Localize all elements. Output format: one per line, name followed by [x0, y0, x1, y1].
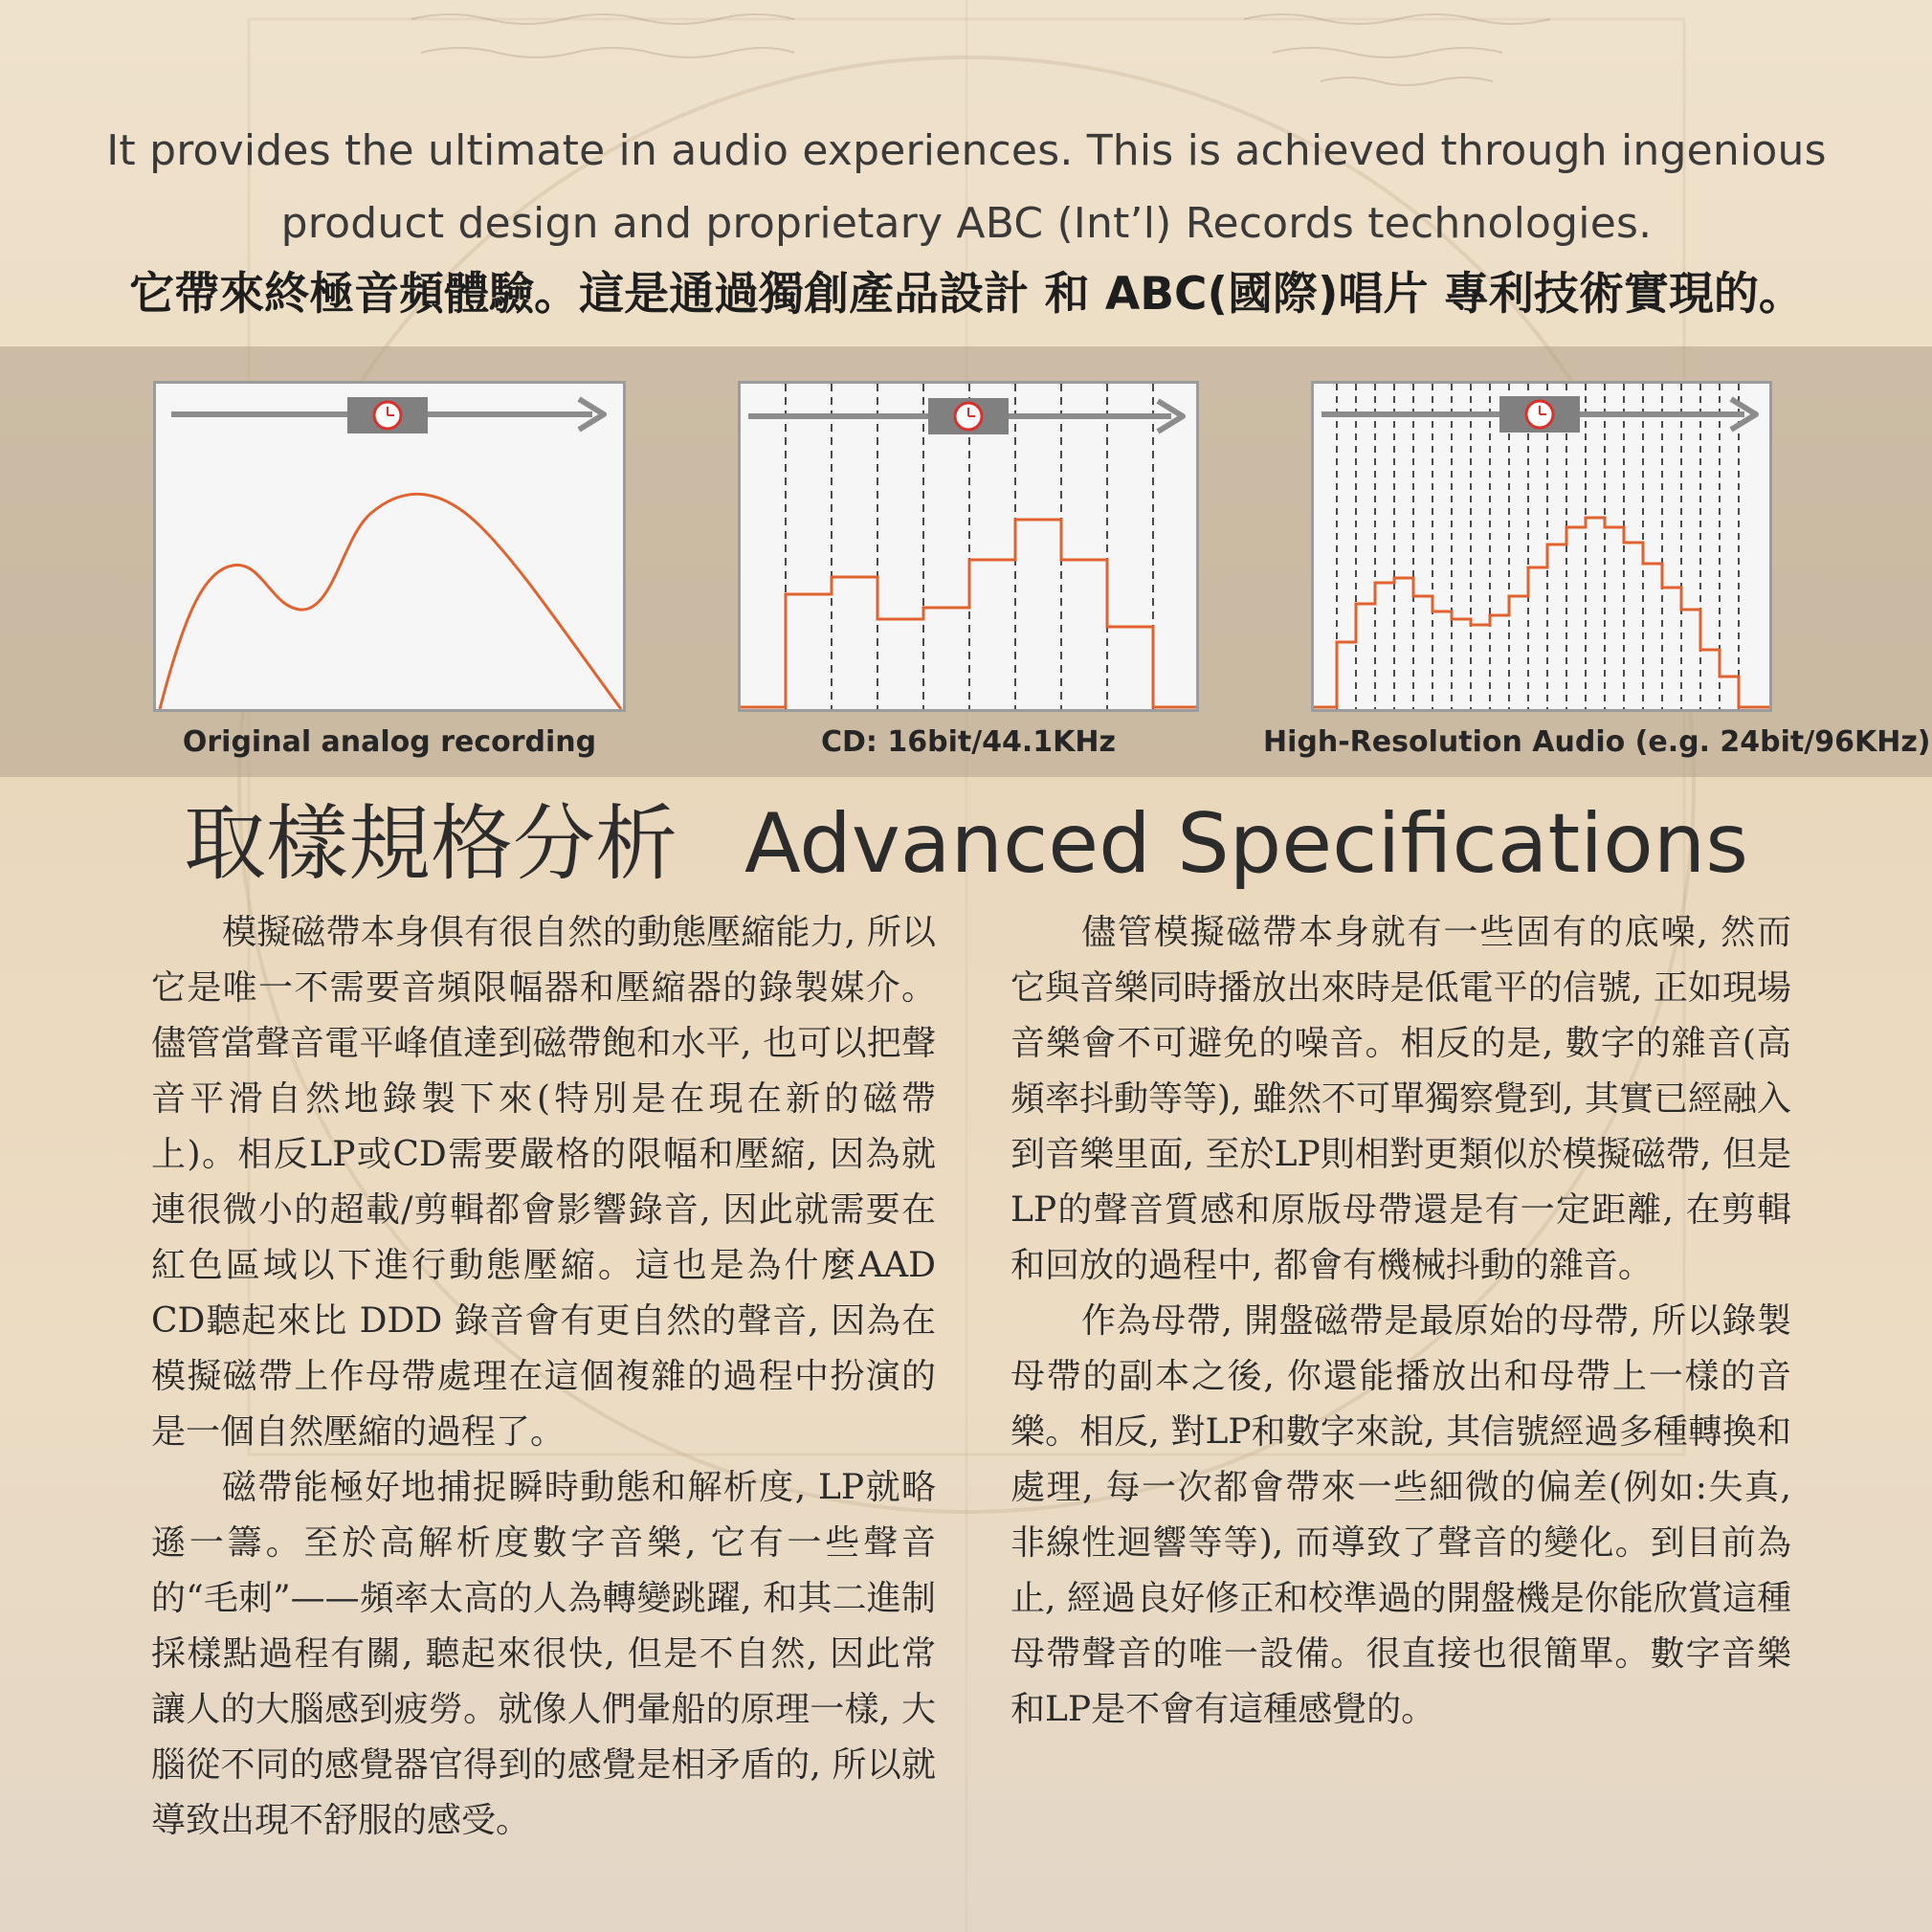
diagram-cd: [738, 381, 1199, 712]
section-title-en: Advanced Specifications: [744, 796, 1749, 892]
intro-chinese: 它帶來終極音頻體驗。這是通過獨創產品設計 和 ABC(國際)唱片 專利技術實現的。: [129, 268, 1804, 321]
body-right-column: [1010, 905, 1791, 1738]
analog-waveform: [160, 494, 621, 709]
caption-cd: CD: 16bit/44.1KHz: [821, 725, 1116, 759]
body-paragraph: 磁帶能極好地捕捉瞬時動態和解析度, LP就略遜一籌。至於高解析度數字音樂, 它有一些聲音的“毛刺”——頻率太高的人為轉變跳躍, 和其二進制採樣點過程有關, 聽起來很快, 但是不自然, 因此常讓人的大腦感到疲勞。就像人們暈船的原理一樣, 大腦從不同的感覺器官得到的感覺是相矛盾的, 所以就導致出現不舒服的感受。: [151, 1468, 936, 1840]
hires-chart: [1314, 384, 1769, 709]
diagram-hires: [1311, 381, 1772, 712]
intro-english: It provides the ultimate in audio experiences. This is achieved through ingenious product design and proprietary ABC (Int’l) Records technologies.: [106, 126, 1827, 248]
cd-chart: [741, 384, 1196, 709]
section-title-zh: 取樣規格分析: [183, 796, 677, 892]
clock-icon: [374, 402, 401, 429]
body-paragraph: 儘管模擬磁帶本身就有一些固有的底噪, 然而它與音樂同時播放出來時是低電平的信號, 正如現場音樂會不可避免的噪音。相反的是, 數字的雜音(高頻率抖動等等), 雖然不可單獨察覺到, 其實已經融入到音樂里面, 至於LP則相對更類似於模擬磁帶, 但是LP的聲音質感和原版母帶還是有一定距離, 在剪輯和回放的過程中, 都會有機械抖動的雜音。: [1010, 913, 1791, 1285]
body-paragraph: 模擬磁帶本身俱有很自然的動態壓縮能力, 所以它是唯一不需要音頻限幅器和壓縮器的錄製媒介。儘管當聲音電平峰值達到磁帶飽和水平, 也可以把聲音平滑自然地錄製下來(特別是在現在新的磁帶上)。相反LP或CD需要嚴格的限幅和壓縮, 因為就連很微小的超載/剪輯都會影響錄音, 因此就需要在紅色區域以下進行動態壓縮。這也是為什麼AAD CD聽起來比 DDD 錄音會有更自然的聲音, 因為在模擬磁帶上作母帶處理在這個複雜的過程中扮演的是一個自然壓縮的過程了。: [151, 913, 936, 1452]
clock-icon: [1526, 401, 1553, 428]
body-paragraph: 作為母帶, 開盤磁帶是最原始的母帶, 所以錄製母帶的副本之後, 你還能播放出和母帶上一樣的音樂。相反, 對LP和數字來說, 其信號經過多種轉換和處理, 每一次都會帶來一些細微的偏差(例如:失真, 非線性迴響等等), 而導致了聲音的變化。到目前為止, 經過良好修正和校準過的開盤機是你能欣賞這種母帶聲音的唯一設備。很直接也很簡單。數字音樂和LP是不會有這種感覺的。: [1010, 1301, 1791, 1729]
caption-hires: High-Resolution Audio (e.g. 24bit/96KHz): [1263, 725, 1931, 759]
body-left-column: [151, 905, 936, 1849]
caption-analog: Original analog recording: [182, 725, 597, 759]
analog-chart: [156, 384, 623, 709]
section-title: [0, 796, 1932, 892]
diagram-analog: [153, 381, 626, 712]
clock-icon: [955, 403, 982, 430]
